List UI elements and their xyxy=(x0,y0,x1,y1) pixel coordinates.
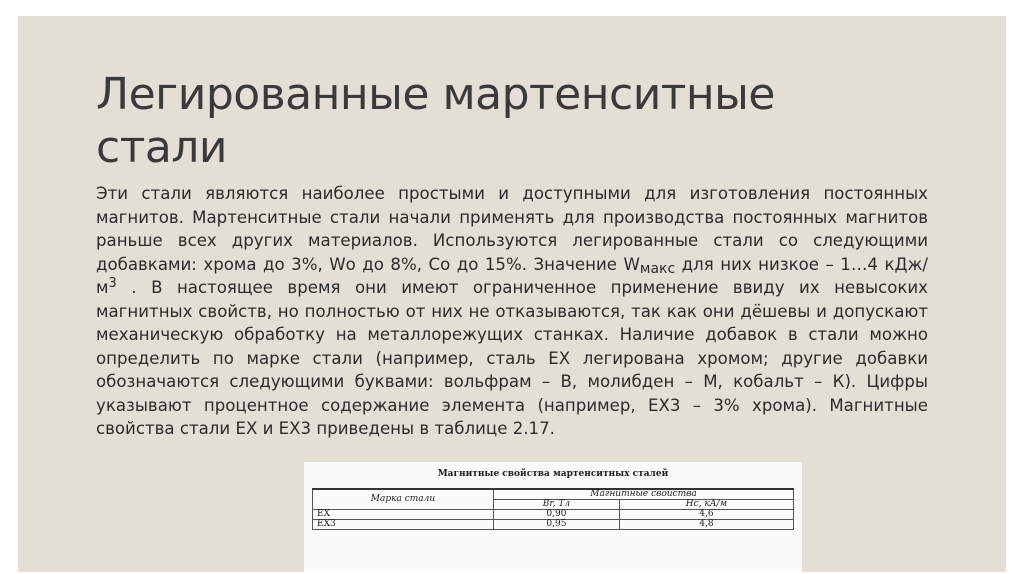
table-row xyxy=(313,510,794,520)
header-br: Br, Тл xyxy=(494,500,620,510)
wmax-subscript: макс xyxy=(639,260,676,277)
cell-hc: 4,6 xyxy=(619,510,793,520)
cell-hc: 4,8 xyxy=(619,520,793,530)
cell-br: 0,95 xyxy=(494,520,620,530)
table-figure xyxy=(304,462,802,572)
slide-title: Легированные мартенситные стали xyxy=(96,69,775,173)
header-magnetic-properties: Магнитные свойства xyxy=(494,489,794,500)
body-part-1: Эти стали являются наиболее простыми и доступными для изготовления постоянных магнитов. Мартенситные стали начали применять для производства постоянных магнитов раньше всех других материалов. Используются легированные стали со следующими добавками: хрома до 3%, Wо до 8%, Со до 15%. Значение W xyxy=(96,184,928,274)
m3-superscript: 3 xyxy=(108,276,117,291)
cell-grade: ЕХ3 xyxy=(313,520,494,530)
table-caption: Магнитные свойства мартенситных сталей xyxy=(437,469,669,479)
body-part-3: . В настоящее время они имеют ограниченное применение ввиду их невысоких магнитных свойств, но полностью от них не отказываются, так как они дёшевы и допускают механическую обработку на металлорежущих станках. Наличие добавок в стали можно определить по марке стали (например, сталь ЕХ легирована хромом; другие добавки обозначаются следующими буквами: вольфрам – В, молибден – М, кобальт – К). Цифры указывают процентное содержание элемента (например, ЕХ3 – 3% хрома). Магнитные свойства стали ЕХ и ЕХ3 приведены в таблице 2.17. xyxy=(96,278,928,438)
cell-br: 0,90 xyxy=(494,510,620,520)
body-text xyxy=(96,182,928,441)
cell-grade: ЕХ xyxy=(313,510,494,520)
table-row xyxy=(313,520,794,530)
header-grade: Марка стали xyxy=(313,489,494,510)
body-part-2: для них низкое – 1…4 кДж/ м xyxy=(96,254,928,297)
slide xyxy=(18,16,1006,572)
header-hc: Hc, кА/м xyxy=(619,500,793,510)
magnetic-properties-table xyxy=(312,488,794,530)
